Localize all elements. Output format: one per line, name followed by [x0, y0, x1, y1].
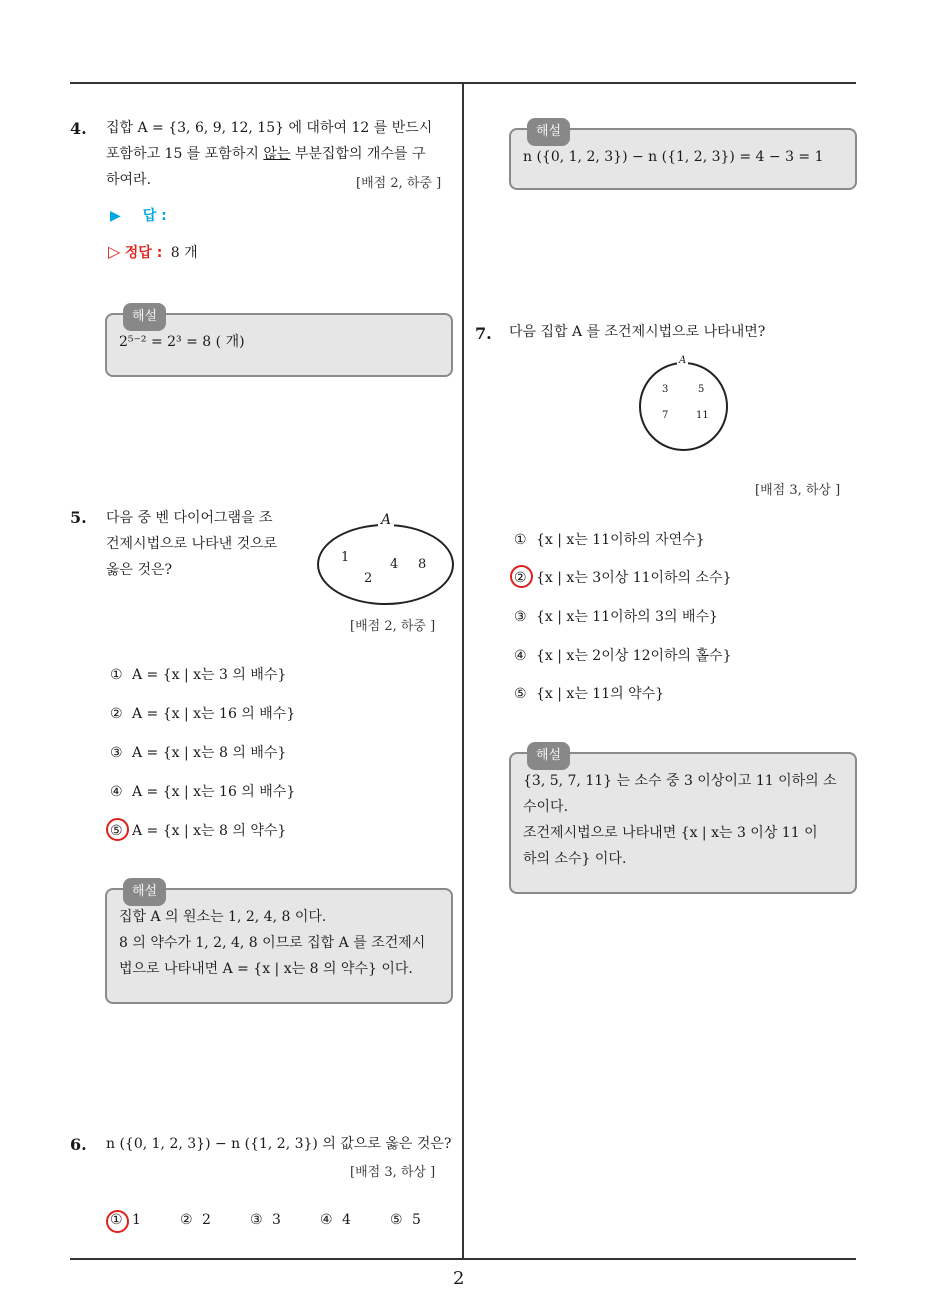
play-icon: ▶ — [110, 208, 121, 224]
q7-choice-5[interactable]: ⑤ {x | x는 11의 약수} — [514, 686, 665, 702]
q5-choice-1[interactable]: ① A = {x | x는 3 의 배수} — [110, 667, 287, 683]
q6-selected-circle — [106, 1210, 129, 1233]
q6-solution-box — [509, 124, 857, 190]
q4-answer-label: 답 : — [142, 208, 167, 224]
q5-venn-element: 2 — [364, 571, 373, 586]
q4-meta: [배점 2, 하중 ] — [356, 176, 442, 191]
play-outline-icon: ▷ — [108, 242, 121, 261]
q4-correct-label: 정답 : — [124, 245, 163, 261]
q4-number: 4. — [70, 119, 87, 138]
q5-choice-4[interactable]: ④ A = {x | x는 16 의 배수} — [110, 784, 296, 800]
q4-line1: 집합 A = {3, 6, 9, 12, 15} 에 대하여 12 를 반드시 — [106, 120, 433, 136]
q6-choice-2[interactable]: ② 2 — [180, 1212, 211, 1228]
q6-number: 6. — [70, 1135, 87, 1154]
q4-line3: 하여라. — [106, 172, 152, 188]
q5-line3: 옳은 것은? — [106, 562, 173, 578]
q7-solution-line: 수이다. — [523, 799, 569, 815]
q4-solution-tag: 해설 — [123, 303, 166, 331]
q6-text: n ({0, 1, 2, 3}) − n ({1, 2, 3}) 의 값으로 옳은 것은? — [106, 1136, 452, 1152]
q6-solution-text: n ({0, 1, 2, 3}) − n ({1, 2, 3}) = 4 − 3 = 1 — [523, 149, 824, 165]
q7-solution-line: 조건제시법으로 나타내면 {x | x는 3 이상 11 이 — [523, 825, 818, 841]
q5-solution-tag: 해설 — [123, 878, 166, 906]
q6-meta: [배점 3, 하상 ] — [350, 1165, 436, 1180]
q7-venn-set-label: A — [679, 355, 687, 366]
q7-solution-tag: 해설 — [527, 742, 570, 770]
q5-meta: [배점 2, 하중 ] — [350, 619, 436, 634]
q5-choice-3[interactable]: ③ A = {x | x는 8 의 배수} — [110, 745, 287, 761]
q5-venn-set-label: A — [378, 512, 394, 528]
q5-choice-5[interactable]: ⑤ A = {x | x는 8 의 약수} — [110, 823, 287, 839]
q4-line2a: 포함하고 15 를 포함하지 — [106, 146, 264, 162]
q4-solution-text: 2⁵⁻² = 2³ = 8 ( 개) — [119, 334, 245, 350]
q6-choice-5[interactable]: ⑤ 5 — [390, 1212, 421, 1228]
q6-solution-tag: 해설 — [527, 118, 570, 146]
q6-choice-4[interactable]: ④ 4 — [320, 1212, 351, 1228]
q5-number: 5. — [70, 508, 87, 527]
q7-choice-2[interactable]: ② {x | x는 3이상 11이하의 소수} — [514, 570, 732, 586]
q5-choice-2[interactable]: ② A = {x | x는 16 의 배수} — [110, 706, 296, 722]
q7-choice-4[interactable]: ④ {x | x는 2이상 12이하의 홀수} — [514, 648, 732, 664]
q7-solution-line: 하의 소수} 이다. — [523, 851, 627, 867]
q4-line2b: 부분집합의 개수를 구 — [290, 146, 426, 162]
q4-correct-row — [108, 242, 198, 262]
q5-venn-element: 8 — [418, 557, 427, 572]
q7-venn-element: 7 — [662, 410, 669, 421]
q6-choice-1[interactable]: ① 1 — [110, 1212, 141, 1228]
q5-line1: 다음 중 벤 다이어그램을 조 — [106, 510, 273, 526]
page-number: 2 — [453, 1268, 465, 1289]
bottom-rule — [70, 1258, 856, 1260]
q5-venn-ellipse — [317, 524, 454, 605]
q7-solution-box — [509, 748, 857, 894]
q7-venn-circle — [639, 362, 728, 451]
q5-selected-circle — [106, 818, 129, 841]
q5-solution-line: 8 의 약수가 1, 2, 4, 8 이므로 집합 A 를 조건제시 — [119, 935, 426, 951]
q7-meta: [배점 3, 하상 ] — [755, 483, 841, 498]
q7-solution-line: {3, 5, 7, 11} 는 소수 중 3 이상이고 11 이하의 소 — [523, 773, 837, 789]
q6-choice-3[interactable]: ③ 3 — [250, 1212, 281, 1228]
q7-text: 다음 집합 A 를 조건제시법으로 나타내면? — [509, 324, 766, 340]
q7-selected-circle — [510, 565, 533, 588]
q5-solution-box — [105, 884, 453, 1004]
q4-solution-box — [105, 309, 453, 377]
q7-number: 7. — [475, 324, 492, 343]
q4-correct-value: 8 개 — [170, 245, 198, 261]
q5-line2: 건제시법으로 나타낸 것으로 — [106, 536, 278, 552]
q4-line2 — [106, 141, 425, 167]
q7-venn-element: 3 — [662, 384, 669, 395]
q4-answer-row — [110, 205, 167, 225]
column-divider — [462, 83, 464, 1258]
q5-solution-line: 법으로 나타내면 A = {x | x는 8 의 약수} 이다. — [119, 961, 413, 977]
q7-choice-3[interactable]: ③ {x | x는 11이하의 3의 배수} — [514, 609, 718, 625]
q5-venn-element: 1 — [341, 550, 350, 565]
q7-venn-element: 5 — [698, 384, 705, 395]
q5-solution-line: 집합 A 의 원소는 1, 2, 4, 8 이다. — [119, 909, 327, 925]
q4-line2-underlined: 않는 — [263, 146, 291, 162]
q7-choice-1[interactable]: ① {x | x는 11이하의 자연수} — [514, 532, 705, 548]
q5-venn-element: 4 — [390, 557, 399, 572]
q7-venn-element: 11 — [696, 410, 709, 421]
